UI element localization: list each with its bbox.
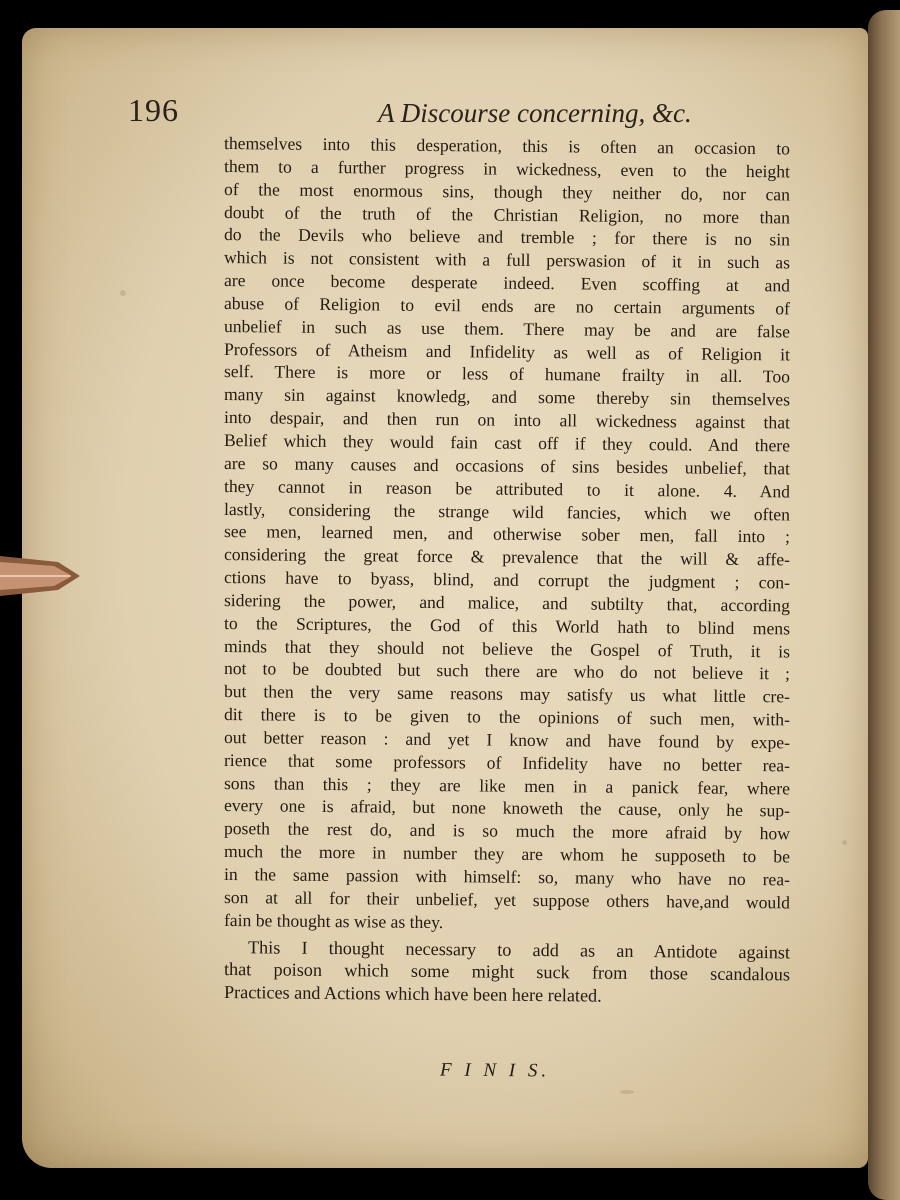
page-header [128, 92, 808, 136]
text-line: sidering the power, and malice, and subtilty that, according [223, 589, 791, 616]
text-line: doubt of the truth of the Christian Religion, no more than [223, 201, 791, 227]
text-line: do the Devils who believe and tremble ; for there is no sin [223, 224, 791, 250]
text-line: sons than this ; they are like men in a panick fear, where [223, 772, 791, 799]
text-line: much the more in number they are whom he supposeth to be [223, 841, 791, 867]
text-line: every one is afraid, but none knoweth the cause, only he sup- [223, 795, 791, 821]
text-line: considering the great force & prevalence that the will & affe- [223, 544, 791, 570]
text-line: self. There is more or less of humane frailty in all. Too [223, 361, 791, 387]
text-line: rience that some professors of Infidelity have no better rea- [223, 749, 791, 776]
paper-spot [620, 1090, 634, 1094]
text-line: which is not consistent with a full perswasion of it in such as [223, 247, 791, 273]
next-page-edge [868, 10, 900, 1200]
page-number: 196 [128, 92, 179, 128]
text-line: ctions have to byass, blind, and corrupt the judgment ; con- [223, 567, 791, 593]
closing-line: This I thought necessary to add as an Antidote against [247, 936, 791, 962]
text-line: out better reason : and yet I know and have found by expe- [223, 726, 791, 753]
closing-line: Practices and Actions which have been here related. [223, 982, 602, 1006]
text-line: many sin against knowledg, and some thereby sin themselves [223, 384, 791, 410]
closing-line: that poison which some might suck from those scandalous [223, 959, 791, 985]
text-line: of the most enormous sins, though they neither do, nor can [223, 178, 791, 205]
text-line: minds that they should not believe the Gospel of Truth, it is [223, 635, 791, 661]
text-line: are so many causes and occasions of sins besides unbelief, that [223, 452, 791, 479]
text-line: but then the very same reasons may satisfy us what little cre- [223, 681, 791, 707]
text-line: are once become desperate indeed. Even scoffing at and [223, 270, 791, 296]
text-line: son at all for their unbelief, yet suppose others have,and would [223, 886, 791, 913]
text-line: them to a further progress in wickedness, even to the height [223, 155, 791, 182]
finis-text: F I N I S. [439, 1059, 551, 1082]
text-line: abuse of Religion to evil ends are no certain arguments of [223, 292, 791, 319]
text-line: not to be doubted but such there are who do not believe it ; [223, 658, 791, 684]
text-line: poseth the rest do, and is so much the more afraid by how [223, 818, 791, 844]
text-line: unbelief in such as use them. There may be and are false [223, 315, 791, 342]
text-line: fain be thought as wise as they. [223, 909, 444, 932]
text-line: lastly, considering the strange wild fancies, which we often [223, 498, 791, 524]
text-line: they cannot in reason be attributed to it alone. 4. And [223, 475, 791, 502]
paper-spot [120, 290, 126, 296]
body-text [224, 132, 790, 1004]
text-line: themselves into this desperation, this is often an occasion to [223, 133, 791, 159]
text-line: to the Scriptures, the God of this World hath to blind mens [223, 612, 791, 639]
text-line: dit there is to be given to the opinions of such men, with- [223, 704, 791, 730]
bookmark-ribbon [0, 548, 82, 604]
running-head: A Discourse concerning, &c. [378, 98, 692, 128]
paper-spot [842, 840, 847, 845]
text-line: into despair, and then run on into all wickedness against that [223, 407, 791, 433]
text-line: see men, learned men, and otherwise sober men, fall into ; [223, 521, 791, 547]
text-line: in the same passion with himself: so, many who have no rea- [223, 864, 791, 890]
text-line: Professors of Atheism and Infidelity as well as of Religion it [223, 338, 791, 365]
text-line: Belief which they would fain cast off if they could. And there [223, 429, 791, 456]
